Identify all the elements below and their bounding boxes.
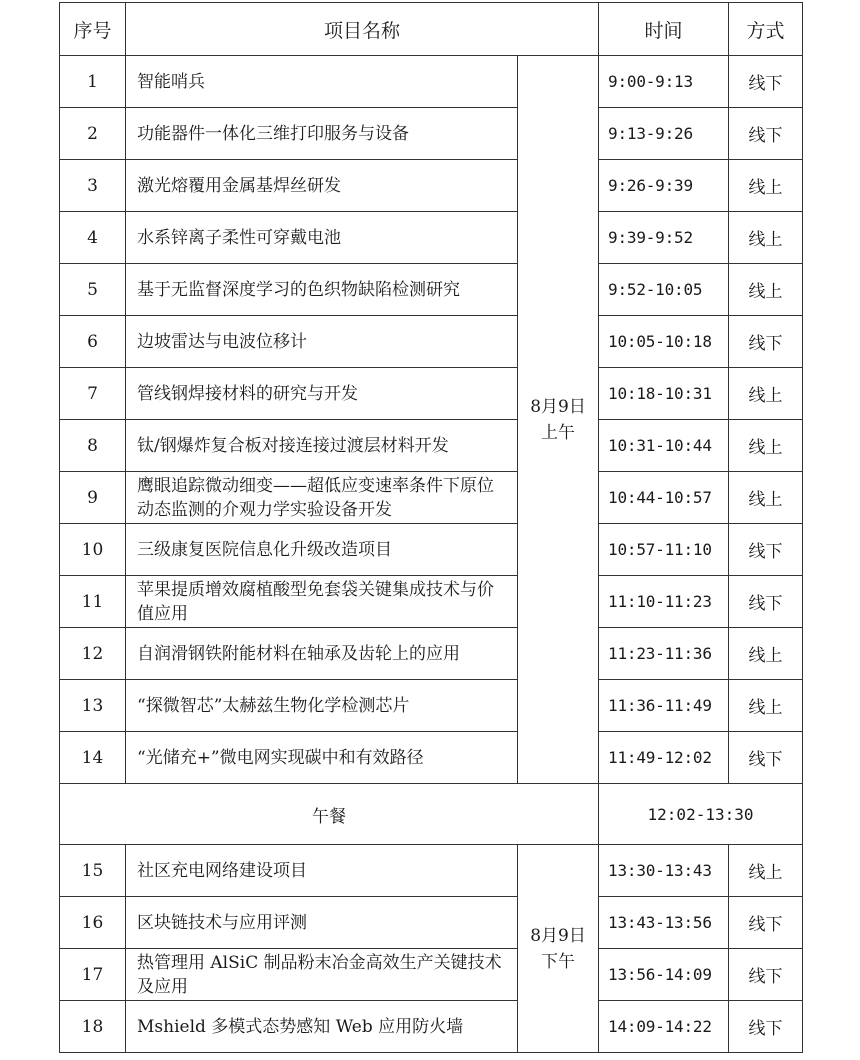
table-row	[60, 472, 803, 524]
header-row	[60, 3, 803, 56]
time-slot: 10:57-11:10	[599, 524, 729, 576]
table-row	[60, 1001, 803, 1053]
time-slot: 9:13-9:26	[599, 108, 729, 160]
header-time: 时间	[599, 3, 729, 56]
session-date	[518, 845, 599, 1053]
project-name: 边坡雷达与电波位移计	[126, 316, 518, 368]
table-row	[60, 316, 803, 368]
time-slot: 9:39-9:52	[599, 212, 729, 264]
time-slot: 11:23-11:36	[599, 628, 729, 680]
row-number: 11	[60, 576, 126, 628]
row-number: 1	[60, 56, 126, 108]
project-name: 水系锌离子柔性可穿戴电池	[126, 212, 518, 264]
project-name: 社区充电网络建设项目	[126, 845, 518, 897]
time-slot: 11:36-11:49	[599, 680, 729, 732]
table-row	[60, 628, 803, 680]
project-name: 三级康复医院信息化升级改造项目	[126, 524, 518, 576]
project-name: 鹰眼追踪微动细变——超低应变速率条件下原位动态监测的介观力学实验设备开发	[126, 472, 518, 524]
attendance-mode: 线上	[729, 680, 803, 732]
time-slot: 9:00-9:13	[599, 56, 729, 108]
session-date-period: 下午	[541, 951, 575, 972]
attendance-mode: 线上	[729, 845, 803, 897]
row-number: 3	[60, 160, 126, 212]
time-slot: 10:05-10:18	[599, 316, 729, 368]
time-slot: 9:26-9:39	[599, 160, 729, 212]
attendance-mode: 线上	[729, 472, 803, 524]
table-row	[60, 420, 803, 472]
attendance-mode: 线上	[729, 420, 803, 472]
project-name: 功能器件一体化三维打印服务与设备	[126, 108, 518, 160]
lunch-row	[60, 784, 803, 845]
attendance-mode: 线上	[729, 368, 803, 420]
time-slot: 11:10-11:23	[599, 576, 729, 628]
table-row	[60, 845, 803, 897]
schedule-table	[59, 2, 803, 1053]
attendance-mode: 线下	[729, 108, 803, 160]
row-number: 17	[60, 949, 126, 1001]
attendance-mode: 线下	[729, 1001, 803, 1053]
table-row	[60, 160, 803, 212]
table-row	[60, 212, 803, 264]
row-number: 16	[60, 897, 126, 949]
session-date	[518, 56, 599, 784]
table-row	[60, 949, 803, 1001]
time-slot: 10:44-10:57	[599, 472, 729, 524]
attendance-mode: 线上	[729, 628, 803, 680]
row-number: 18	[60, 1001, 126, 1053]
session-date-day: 8月9日	[530, 925, 586, 946]
table-row	[60, 576, 803, 628]
table-row	[60, 732, 803, 784]
row-number: 10	[60, 524, 126, 576]
header-no: 序号	[60, 3, 126, 56]
time-slot: 11:49-12:02	[599, 732, 729, 784]
time-slot: 10:18-10:31	[599, 368, 729, 420]
header-name: 项目名称	[126, 3, 599, 56]
attendance-mode: 线下	[729, 316, 803, 368]
project-name: 智能哨兵	[126, 56, 518, 108]
time-slot: 13:43-13:56	[599, 897, 729, 949]
project-name: “光储充+”微电网实现碳中和有效路径	[126, 732, 518, 784]
time-slot: 13:30-13:43	[599, 845, 729, 897]
attendance-mode: 线下	[729, 576, 803, 628]
lunch-label: 午餐	[60, 784, 599, 845]
row-number: 6	[60, 316, 126, 368]
attendance-mode: 线下	[729, 524, 803, 576]
attendance-mode: 线下	[729, 732, 803, 784]
project-name: 苹果提质增效腐植酸型免套袋关键集成技术与价值应用	[126, 576, 518, 628]
lunch-time: 12:02-13:30	[599, 784, 803, 845]
project-name: 激光熔覆用金属基焊丝研发	[126, 160, 518, 212]
row-number: 7	[60, 368, 126, 420]
row-number: 2	[60, 108, 126, 160]
project-name: 热管理用 AlSiC 制品粉末冶金高效生产关键技术及应用	[126, 949, 518, 1001]
attendance-mode: 线下	[729, 56, 803, 108]
project-name: 自润滑钢铁附能材料在轴承及齿轮上的应用	[126, 628, 518, 680]
row-number: 9	[60, 472, 126, 524]
table-row	[60, 368, 803, 420]
row-number: 13	[60, 680, 126, 732]
table-row	[60, 680, 803, 732]
header-mode: 方式	[729, 3, 803, 56]
row-number: 14	[60, 732, 126, 784]
row-number: 8	[60, 420, 126, 472]
attendance-mode: 线下	[729, 897, 803, 949]
row-number: 12	[60, 628, 126, 680]
time-slot: 9:52-10:05	[599, 264, 729, 316]
row-number: 4	[60, 212, 126, 264]
table-row	[60, 524, 803, 576]
project-name: 区块链技术与应用评测	[126, 897, 518, 949]
time-slot: 14:09-14:22	[599, 1001, 729, 1053]
table-row	[60, 897, 803, 949]
project-name: 管线钢焊接材料的研究与开发	[126, 368, 518, 420]
project-name: “探微智芯”太赫兹生物化学检测芯片	[126, 680, 518, 732]
attendance-mode: 线下	[729, 949, 803, 1001]
table-row	[60, 264, 803, 316]
row-number: 15	[60, 845, 126, 897]
project-name: Mshield 多模式态势感知 Web 应用防火墙	[126, 1001, 518, 1053]
project-name: 基于无监督深度学习的色织物缺陷检测研究	[126, 264, 518, 316]
table-row	[60, 56, 803, 108]
table-row	[60, 108, 803, 160]
time-slot: 13:56-14:09	[599, 949, 729, 1001]
attendance-mode: 线上	[729, 160, 803, 212]
attendance-mode: 线上	[729, 264, 803, 316]
project-name: 钛/钢爆炸复合板对接连接过渡层材料开发	[126, 420, 518, 472]
attendance-mode: 线上	[729, 212, 803, 264]
row-number: 5	[60, 264, 126, 316]
time-slot: 10:31-10:44	[599, 420, 729, 472]
session-date-day: 8月9日	[530, 396, 586, 417]
session-date-period: 上午	[541, 422, 575, 443]
